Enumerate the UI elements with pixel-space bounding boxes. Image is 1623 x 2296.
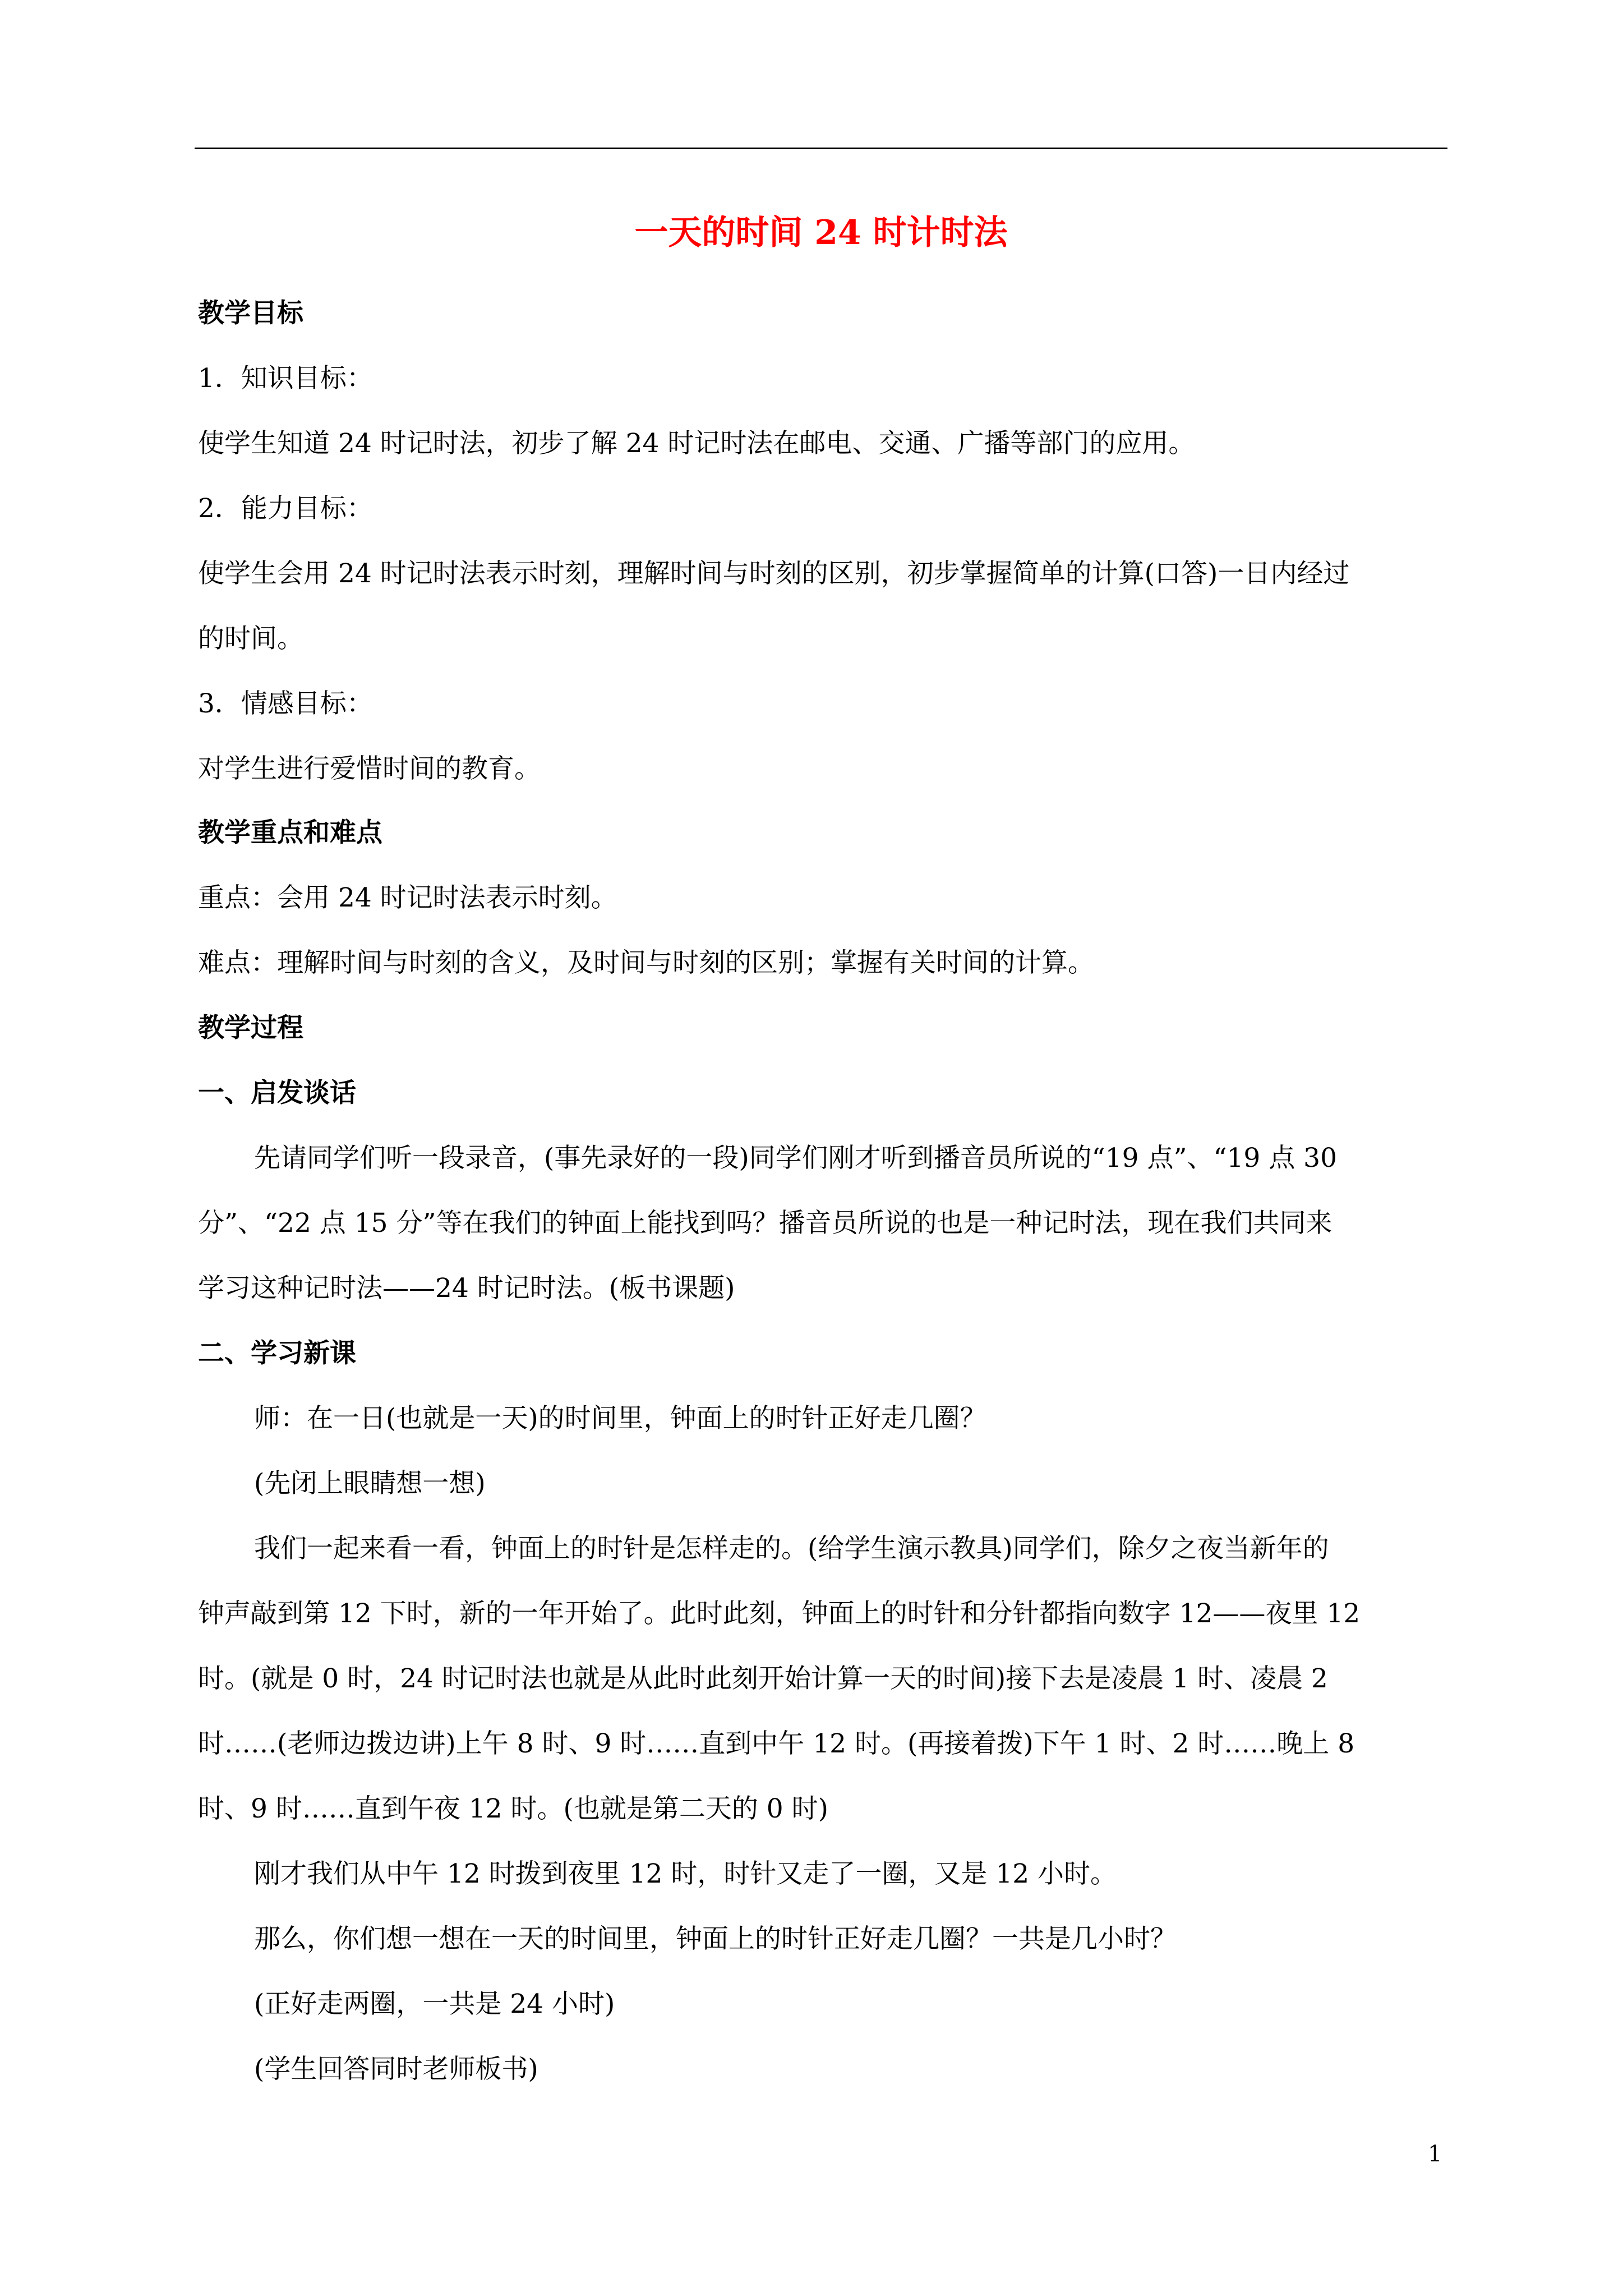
body-line: 先请同学们听一段录音，(事先录好的一段)同学们刚才听到播音员所说的“19 点”、“19 点 30 bbox=[254, 1143, 1337, 1174]
body-line: 钟声敲到第 12 下时，新的一年开始了。此时此刻，钟面上的时针和分针都指向数字 12——夜里 12 bbox=[198, 1598, 1361, 1629]
body-line: 时……(老师边拨边讲)上午 8 时、9 时……直到中午 12 时。(再接着拨)下午 1 时、2 时……晚上 8 bbox=[198, 1728, 1355, 1759]
body-line: 难点：理解时间与时刻的含义，及时间与时刻的区别；掌握有关时间的计算。 bbox=[198, 947, 1094, 978]
body-line: 2．能力目标： bbox=[198, 493, 373, 524]
body-line: (先闭上眼睛想一想) bbox=[254, 1468, 486, 1499]
document-title: 一天的时间 24 时计时法 bbox=[634, 213, 1008, 252]
body-line: 刚才我们从中午 12 时拨到夜里 12 时，时针又走了一圈，又是 12 小时。 bbox=[254, 1858, 1117, 1889]
body-line: 的时间。 bbox=[198, 623, 303, 654]
body-line: 使学生知道 24 时记时法，初步了解 24 时记时法在邮电、交通、广播等部门的应用。 bbox=[198, 428, 1195, 459]
body-line: (学生回答同时老师板书) bbox=[254, 2054, 538, 2085]
section-heading: 一、启发谈话 bbox=[198, 1078, 356, 1108]
header-rule bbox=[195, 148, 1447, 149]
body-line: 那么，你们想一想在一天的时间里，钟面上的时针正好走几圈？一共是几小时？ bbox=[254, 1924, 1177, 1954]
body-line: 分”、“22 点 15 分”等在我们的钟面上能找到吗？播音员所说的也是一种记时法，现在我们共同来 bbox=[198, 1208, 1332, 1239]
body-line: 3．情感目标： bbox=[198, 688, 373, 719]
page-number: 1 bbox=[1428, 2141, 1442, 2167]
body-line: 1．知识目标： bbox=[198, 363, 373, 394]
body-line: 师：在一日(也就是一天)的时间里，钟面上的时针正好走几圈？ bbox=[254, 1403, 986, 1434]
body-line: (正好走两圈，一共是 24 小时) bbox=[254, 1989, 615, 2019]
body-line: 重点：会用 24 时记时法表示时刻。 bbox=[198, 882, 617, 913]
body-line: 使学生会用 24 时记时法表示时刻，理解时间与时刻的区别，初步掌握简单的计算(口答)一日内经过 bbox=[198, 558, 1350, 589]
body-line: 我们一起来看一看，钟面上的时针是怎样走的。(给学生演示教具)同学们，除夕之夜当新年的 bbox=[254, 1533, 1329, 1564]
body-line: 时。(就是 0 时，24 时记时法也就是从此时此刻开始计算一天的时间)接下去是凌晨 1 时、凌晨 2 bbox=[198, 1663, 1328, 1694]
body-line: 时、9 时……直到午夜 12 时。(也就是第二天的 0 时) bbox=[198, 1793, 828, 1824]
section-heading: 教学重点和难点 bbox=[198, 817, 382, 848]
section-heading: 二、学习新课 bbox=[198, 1338, 356, 1369]
section-heading: 教学过程 bbox=[198, 1013, 303, 1043]
body-line: 对学生进行爱惜时间的教育。 bbox=[198, 753, 541, 784]
section-heading: 教学目标 bbox=[198, 298, 303, 329]
body-line: 学习这种记时法——24 时记时法。(板书课题) bbox=[198, 1273, 735, 1304]
